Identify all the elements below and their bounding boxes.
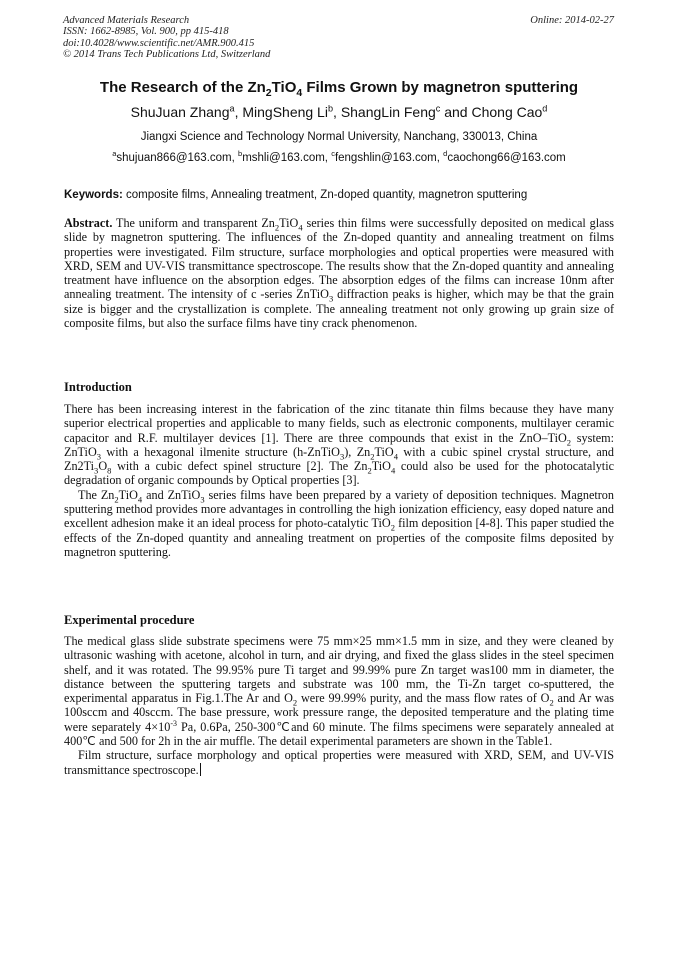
journal-header bbox=[63, 15, 270, 61]
experimental-body bbox=[64, 634, 614, 777]
journal-name: Advanced Materials Research bbox=[63, 15, 190, 26]
author-name: ShuJuan Zhang bbox=[130, 104, 230, 120]
journal-doi: doi:10.4028/www.scientific.net/AMR.900.415 bbox=[63, 37, 255, 49]
introduction-body bbox=[64, 402, 614, 559]
online-date: Online: 2014-02-27 bbox=[530, 15, 614, 26]
keywords-text: composite films, Annealing treatment, Zn-doped quantity, magnetron sputtering bbox=[122, 189, 528, 201]
author-name: MingSheng Li bbox=[242, 104, 328, 120]
section-heading-experimental: Experimental procedure bbox=[64, 613, 195, 627]
affiliation: Jiangxi Science and Technology Normal University, Nanchang, 330013, China bbox=[140, 131, 538, 143]
abstract: Abstract. The uniform and transparent $Zn_2TiO_4$ series thin films were successfully deposited on medical glass slide by magnetron sputtering. The influences of the Zn-doped quantity and annealing treatment on films properties were investigated. Film structure, surface morphologies and optical properties were measured with XRD, SEM and UV-VIS transmittance spectroscope. The results show that the Zn-doped quantity and annealing treatment have influence on the absorption edges. The absorption edges of the films can increase 10nm after annealing treatment. The intensity of c -series ZnTiO$_3$ diffraction peaks is higher, which may be that the grain size is bigger and the crystallization is complete. The annealing treatment not only growing up grain size of composite films, but also the surface films have tiny crack phenomenon. bbox=[64, 216, 614, 331]
section-heading-introduction: Introduction bbox=[64, 380, 132, 394]
author-list: ShuJuan Zhang$^a$, MingSheng Li$^b$, ShangLin Feng$^c$ and Chong Cao$^d$ bbox=[130, 103, 548, 120]
keywords-label: Keywords: bbox=[64, 189, 123, 201]
paragraph: The medical glass slide substrate specimens were 75 mm×25 mm×1.5 mm in size, and they were cleaned by ultrasonic washing with acetone, alcohol in turn, and air drying, and fixed the glass slides in the steel specimen shelf, and it was rotated. The 99.95% pure Ti target and 99.99% pure Zn target was100 mm in diameter, the distance between the sputtering targets and substrate was 100 mm, the Ti-Zn target co-sputtered, the experimental apparatus in Fig.1.The Ar and $O_2$ were 99.99% purity, and the mass flow rates of $O_2$ and Ar was 100sccm and 40sccm. The base pressure, work pressure range, the deposited temperature and the plating time were separately $4\times 10^{-3}$ Pa, 0.6Pa, 250-300℃and 60 minute. The films specimens were separately annealed at 400℃ and 500 for 2h in the air muffle. The detail experimental parameters are shown in the Table1. bbox=[64, 634, 615, 749]
author-name: ShangLin Feng bbox=[340, 104, 436, 120]
abstract-label: Abstract. bbox=[64, 216, 113, 230]
author-name: Chong Cao bbox=[471, 104, 543, 120]
author-emails: $^a$shujuan866@163.com, $^b$mshli@163.com, $^c$fengshlin@163.com, $^d$caochong66@163.com bbox=[112, 149, 566, 164]
journal-copyright: © 2014 Trans Tech Publications Ltd, Switzerland bbox=[63, 49, 271, 61]
paragraph: The $Zn_2TiO_4$ and ZnTiO$_3$ series films have been prepared by a variety of deposition techniques. Magnetron sputtering method provides more advantages in controlling the high ionization efficiency, easy doped nature and excellent adhesion make it an ideal process for photo-catalytic TiO$_2$ film deposition [4-8]. This paper studied the effects of the Zn-doped quantity and annealing treatment on properties of the composite films deposited by magnetron sputtering. bbox=[64, 487, 615, 559]
keywords bbox=[64, 189, 616, 201]
paper-title: The Research of the $Zn_2TiO_4$ Films Grown by magnetron sputtering bbox=[99, 79, 579, 99]
paragraph: There has been increasing interest in the fabrication of the zinc titanate thin films because they have many superior electrical properties and applicable to many fields, such as electronic components, multilayer ceramic capacitor and R.F. multilayer devices [1]. There are three compounds that exist in the ZnO–TiO$_2$ system: ZnTiO$_3$ with a hexagonal ilmenite structure (h-ZnTiO$_3$), $Zn_2TiO_4$ with a cubic spinel crystal structure, and $Zn2Ti_3O_8$ with a cubic defect spinel structure [2]. The $Zn_2TiO_4$ could also be used for the photocatalytic degradation of organic compounds by Optical properties [3]. bbox=[64, 402, 614, 488]
journal-issn: ISSN: 1662-8985, Vol. 900, pp 415-418 bbox=[63, 26, 229, 38]
text-cursor bbox=[200, 763, 201, 776]
paragraph: Film structure, surface morphology and optical properties were measured with XRD, SEM, and UV-VIS transmittance spectroscope. bbox=[64, 748, 614, 777]
